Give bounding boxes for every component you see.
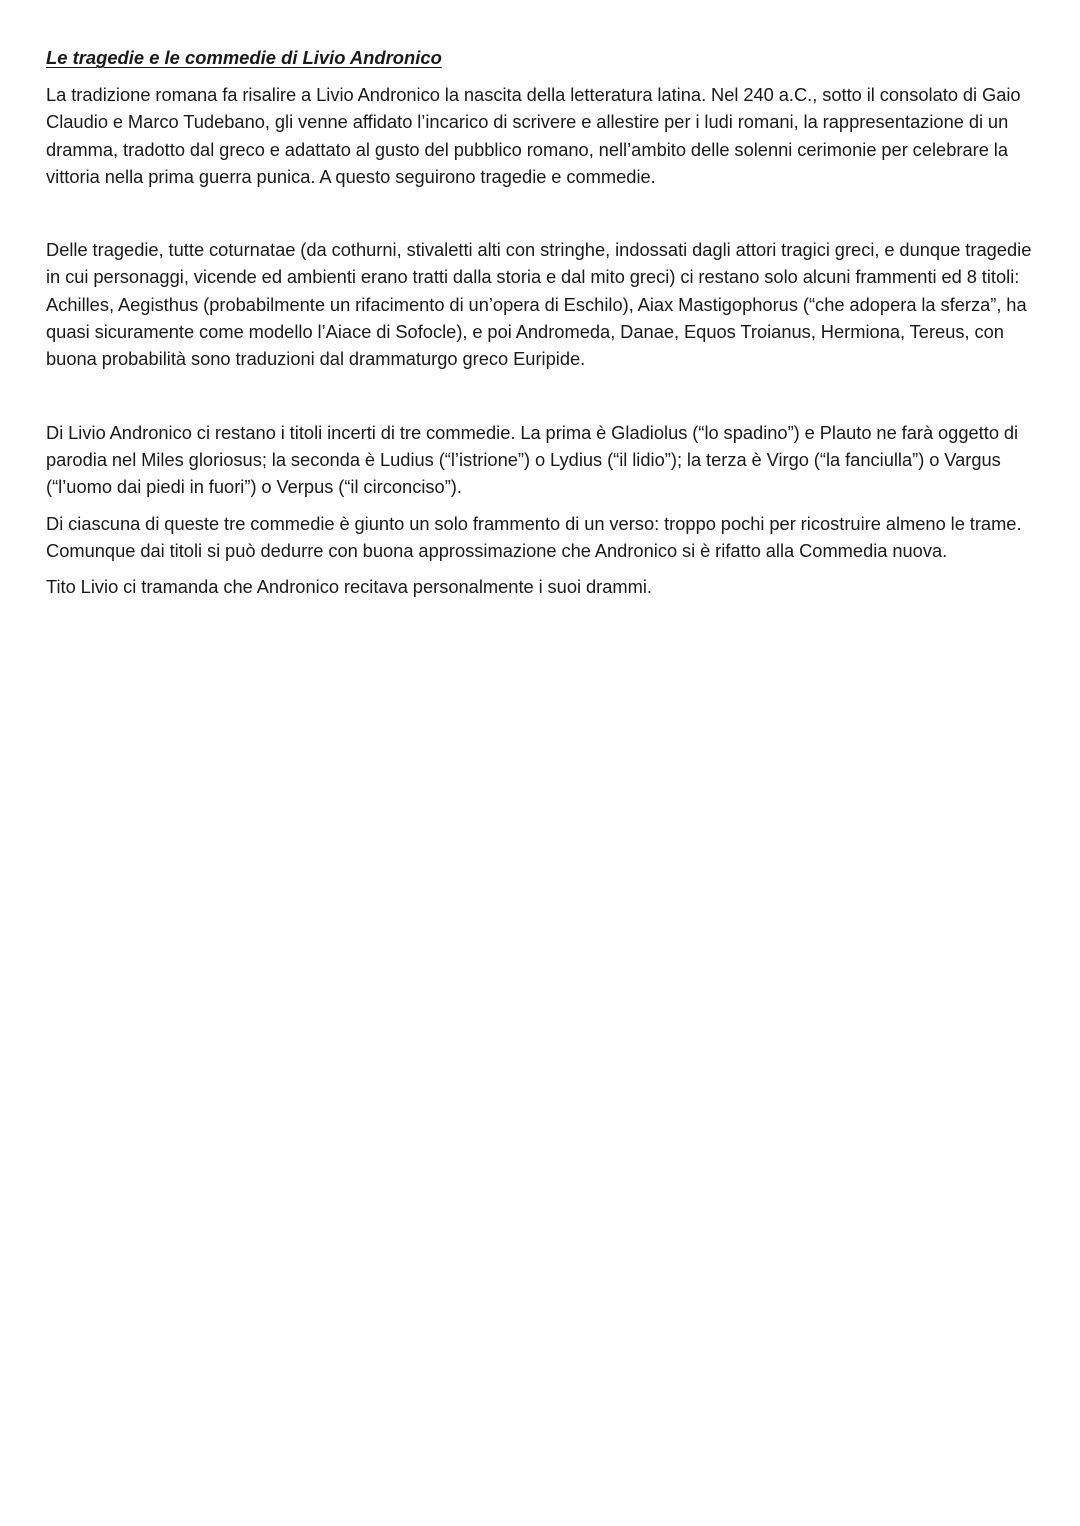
paragraph-commedie: Di Livio Andronico ci restano i titoli incerti di tre commedie. La prima è Gladiolus (“lo spadino”) e Plauto ne farà oggetto di parodia nel Miles gloriosus; la seconda è Ludius (“l’istrione”) o Lydius (“il lidio”); la terza è Virgo (“la fanciulla”) o Vargus (“l’uomo dai piedi in fuori”) o Verpus (“il circonciso”). [46, 421, 1019, 498]
paragraph-frammenti: Di ciascuna di queste tre commedie è giunto un solo frammento di un verso: troppo pochi per ricostruire almeno le trame. Comunque dai titoli si può dedurre con buona approssimazione che Andronico si è rifatto alla Commedia nuova. [46, 512, 1022, 561]
paragraph-tito-livio: Tito Livio ci tramanda che Andronico recitava personalmente i suoi drammi. [46, 576, 652, 598]
document-page [46, 44, 1036, 600]
paragraph-intro: La tradizione romana fa risalire a Livio Andronico la nascita della letteratura latina. Nel 240 a.C., sotto il consolato di Gaio Claudio e Marco Tudebano, gli venne affidato l’incarico di scrivere e allestire per i ludi romani, la rappresentazione di un dramma, tradotto dal greco e adattato al gusto del pubblico romano, nell’ambito delle solenni cerimonie per celebrare la vittoria nella prima guerra punica. A questo seguirono tragedie e commedie. [46, 84, 1021, 187]
paragraph-tragedie: Delle tragedie, tutte coturnatae (da cothurni, stivaletti alti con stringhe, indossati dagli attori tragici greci, e dunque tragedie in cui personaggi, vicende ed ambienti erano tratti dalla storia e dal mito greci) ci restano solo alcuni frammenti ed 8 titoli: Achilles, Aegisthus (probabilmente un rifacimento di un’opera di Eschilo), Aiax Mastigophorus (“che adopera la sferza”, ha quasi sicuramente come modello l’Aiace di Sofocle), e poi Andromeda, Danae, Equos Troianus, Hermiona, Tereus, con buona probabilità sono traduzioni dal drammaturgo greco Euripide. [46, 239, 1032, 370]
document-title: Le tragedie e le commedie di Livio Andronico [46, 47, 442, 68]
